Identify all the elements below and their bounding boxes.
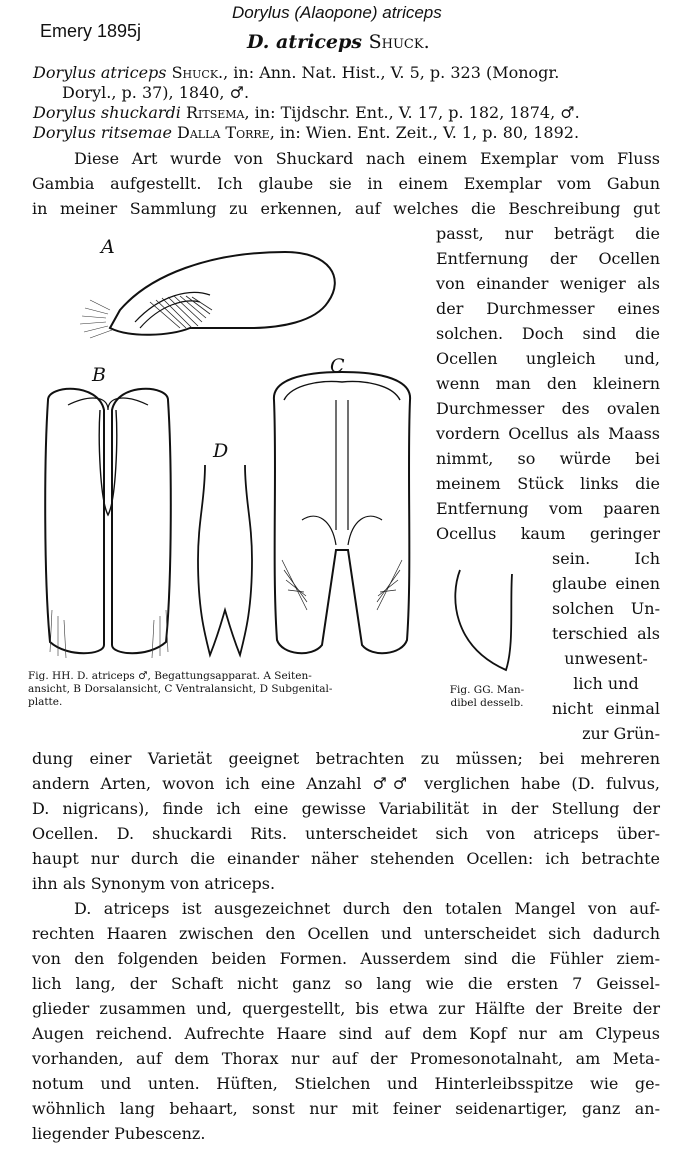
synonymy-line-2: Doryl., p. 37), 1840, ♂. [62,83,250,102]
figure-d-subgenital-plate [190,460,260,660]
figure-gg-mandible [448,566,520,678]
para1-line-2: Gambia aufgestellt. Ich glaube sie in einem Exemplar vom Gabun [32,174,660,193]
synonymy-line-4: Dorylus ritsemae Dalla Torre, in: Wien. Ent. Zeit., V. 1, p. 80, 1892. [33,123,580,142]
species-title [247,31,430,53]
figure-label-c: C [330,355,345,377]
para1-line-1: Diese Art wurde von Shuckard nach einem Exemplar vom Fluss [74,149,660,168]
para2-line-1: D. atriceps ist ausgezeichnet durch den totalen Mangel von auf- [74,899,660,918]
figure-label-d: D [213,440,229,462]
figure-a-lateral-view [60,240,350,350]
species-name: D. atriceps [247,31,362,53]
source-label: Emery 1895j [40,21,142,41]
para1-narrow-column: sein. Ich glaube einen solchen Un- terschied als unwesent- lich und nicht einmal zur Grün- [552,549,660,743]
figure-c-ventral-view [262,370,422,660]
para2-body: rechten Haaren zwischen den Ocellen und unterscheidet sich dadurch von den folgenden beiden Formen. Ausserdem sind die Fühler ziem- lich lang, der Schaft nicht ganz so lang wie die ersten 7 Geissel- glieder zusammen und, quergestellt, bis etwa zur Hälfte der Breite der Augen reichend. Aufrechte Haare sind auf dem Kopf nur am Clypeus vorhanden, auf dem Thorax nur auf der Promesonotalnaht, am Meta- notum und unten. Hüften, Stielchen und Hinterleibsspitze wie ge- wöhnlich lang behaart, sonst nur mit feiner seidenartiger, ganz an- liegender Pubescenz. [32,924,660,1143]
figure-hh-caption: Fig. HH. D. atriceps ♂, Begattungsapparat. A Seiten- ansicht, B Dorsalansicht, C Ventralansicht, D Subgenital- platte. [28,670,333,708]
para1-column: passt, nur beträgt die Entfernung der Ocellen von einander weniger als der Durchmesser eines solchen. Doch sind die Ocellen ungleich und, wenn man den kleinern Durchmesser des ovalen vordern Ocellus als Maass nimmt, so würde bei meinem Stück links die Entfernung vom paaren Ocellus kaum geringer [436,224,660,543]
running-title: Dorylus (Alaopone) atriceps [232,3,442,22]
figure-label-b: B [92,364,106,386]
para1-tail: dung einer Varietät geeignet betrachten zu müssen; bei mehreren andern Arten, wovon ich eine Anzahl ♂♂ verglichen habe (D. fulvus, D. nigricans), finde ich eine gewisse Variabilität in der Stellung der Ocellen. D. shuckardi Rits. unterscheidet sich von atriceps über- haupt nur durch die einander näher stehenden Ocellen: ich betrachte ihn als Synonym von atriceps. [32,749,660,893]
species-author: Shuck. [368,31,430,53]
synonymy-line-1: Dorylus atriceps Shuck., in: Ann. Nat. Hist., V. 5, p. 323 (Monogr. [33,63,560,82]
figure-b-dorsal-view [38,380,178,660]
figure-label-a: A [101,236,115,258]
para1-line-3: in meiner Sammlung zu erkennen, auf welches die Beschreibung gut [32,199,660,218]
figure-gg-caption: Fig. GG. Man- dibel desselb. [449,684,525,709]
synonymy-line-3: Dorylus shuckardi Ritsema, in: Tijdschr. Ent., V. 17, p. 182, 1874, ♂. [33,103,580,122]
